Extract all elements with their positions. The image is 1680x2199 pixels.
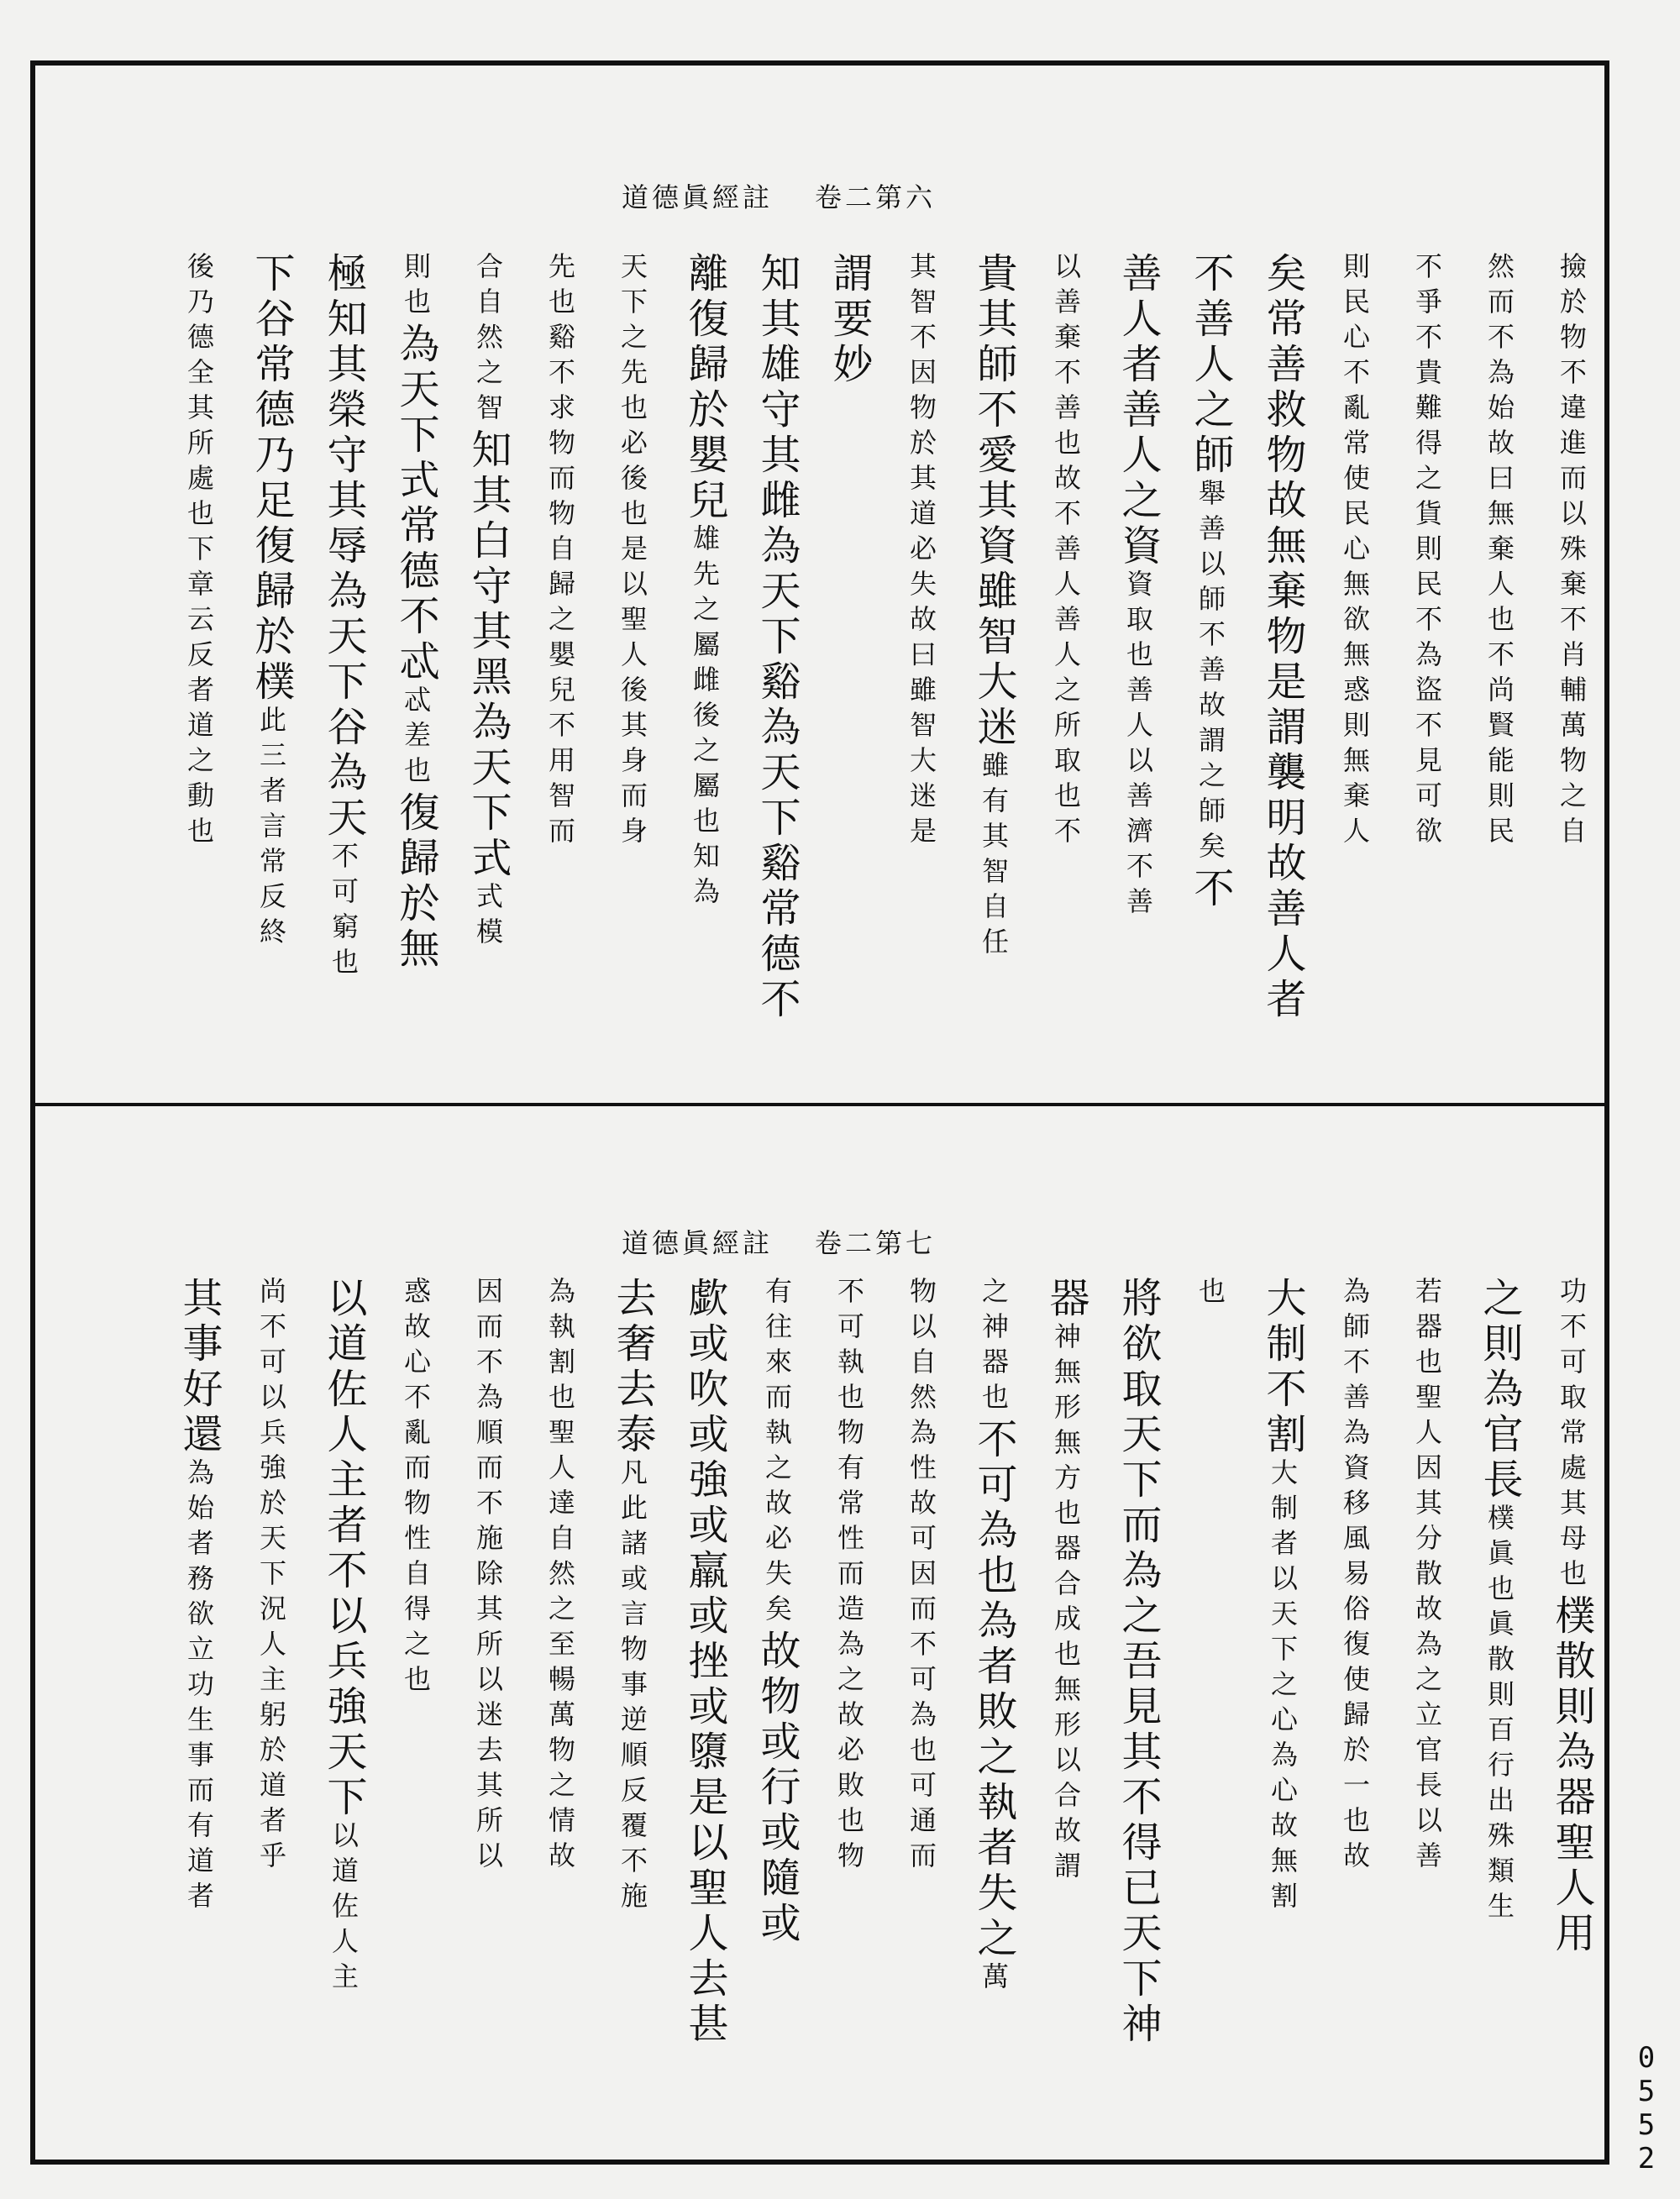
bottom-column-15 [530,1277,591,2133]
column-text: 謂要妙 [826,252,873,388]
bottom-header-title: 道德眞經註 [622,1227,774,1259]
column-main-text: 不 [1187,867,1234,912]
column-main-text: 知其白守其黑為天下式 [465,428,512,882]
column-text: 合自然之智 [472,252,504,428]
column-text: 歔或吹或強或羸或挫或隳是以聖人去甚 [681,1277,728,2048]
column-commentary: 雄先之屬雌後之屬也知為 [689,524,721,912]
column-text: 惑故心不亂而物性自得之也 [400,1277,432,1700]
column-text: 撿於物不違進而以殊棄不肖輔萬物之自 [1556,252,1588,852]
top-column-13 [675,252,735,1058]
column-main-text: 故物或行或隨或 [753,1630,801,1947]
top-column-4 [1325,252,1385,1058]
top-header-volume: 卷二第六 [815,181,937,213]
column-text: 貴其師不愛其資雖智大迷 [970,252,1017,751]
bottom-column-17 [386,1277,446,2133]
column-text: 不可執也物有常性而造為之故必敗也物 [833,1277,865,1876]
column-commentary: 資取也善人以善濟不善 [1122,569,1154,922]
column-text: 不爭不貴難得之貨則民不為盜不見可欲 [1411,252,1443,852]
top-column-10 [891,252,952,1058]
column-text: 先也谿不求物而物自歸之嬰兒不用智而 [544,252,576,852]
column-commentary: 樸眞也眞散則百行出殊類生 [1483,1504,1515,1927]
column-text: 善人者善人之資 [1115,252,1162,569]
column-text: 之神器也 [978,1277,1010,1418]
column-text: 若器也聖人因其分散故為之立官長以善 [1411,1277,1443,1876]
top-column-9 [963,252,1024,1058]
bottom-column-2 [1469,1277,1530,2133]
column-text: 為師不善為資移風易俗復使歸於一也故 [1339,1277,1371,1876]
bottom-column-18 [313,1277,374,2133]
bottom-header-volume: 卷二第七 [815,1227,937,1259]
bottom-column-12 [747,1277,807,2133]
top-column-1 [1541,252,1602,1058]
bottom-column-20 [169,1277,229,2133]
column-text: 則民心不亂常使民心無欲無惑則無棄人 [1339,252,1371,852]
bottom-column-8 [1036,1277,1096,2133]
column-main-text: 樸散則為器聖人用 [1548,1594,1595,1957]
column-main-text: 為天下式常德不忒 [392,323,439,685]
column-text: 尚不可以兵強於天下況人主躬於道者乎 [255,1277,287,1876]
column-text: 以道佐人主者不以兵強天下 [320,1277,367,1821]
column-commentary: 雖有其智自任 [978,751,1010,963]
column-text: 知其雄守其雌為天下谿為天下谿常德不 [753,252,801,1023]
column-text: 功不可取常處其母也 [1556,1277,1588,1594]
column-main-text: 不可為也為者敗之執者失之 [970,1418,1017,1962]
column-text: 大制不割 [1259,1277,1306,1458]
column-text: 器 [1042,1277,1089,1322]
top-column-7 [1108,252,1168,1058]
bottom-column-14 [602,1277,663,2133]
top-column-3 [1397,252,1457,1058]
column-commentary: 不可窮也 [328,842,360,983]
top-column-8 [1036,252,1096,1058]
column-commentary: 神無形無方也器合成也無形以合故謂 [1050,1322,1082,1887]
column-text: 下谷常德乃足復歸於樸 [248,252,295,706]
top-column-2 [1469,252,1530,1058]
top-column-17 [386,252,446,1058]
column-text: 離復歸於嬰兒 [681,252,728,524]
bottom-column-6 [1180,1277,1241,2133]
bottom-column-13 [675,1277,735,2133]
column-commentary: 忒差也 [400,685,432,791]
column-main-text: 復歸於無 [392,791,439,973]
column-commentary: 萬 [978,1962,1010,1997]
top-column-11 [819,252,879,1058]
bottom-running-header [622,1222,936,1261]
column-text: 以善棄不善也故不善人善人之所取也不 [1050,252,1082,852]
bottom-column-3 [1397,1277,1457,2133]
bottom-column-19 [241,1277,302,2133]
top-column-16 [458,252,518,1058]
column-text: 也 [1194,1277,1226,1312]
column-commentary: 凡此諸或言物事逆順反覆不施 [617,1458,648,1917]
column-text: 不善人之師 [1187,252,1234,479]
top-column-5 [1252,252,1313,1058]
column-commentary: 此三者言常反終 [255,706,287,953]
column-text: 其事好還 [176,1277,223,1458]
bottom-column-16 [458,1277,518,2133]
top-column-6 [1180,252,1241,1058]
top-column-14 [602,252,663,1058]
column-text: 去奢去泰 [609,1277,656,1458]
top-column-15 [530,252,591,1058]
column-text: 天下之先也必後也是以聖人後其身而身 [617,252,648,852]
bottom-column-9 [963,1277,1024,2133]
column-commentary: 大制者以天下之心為心故無割 [1267,1458,1299,1917]
column-commentary: 舉善以師不善故謂之師矣 [1194,479,1226,867]
top-running-header [622,176,936,215]
top-column-12 [747,252,807,1058]
page-number: 0552 [1637,2041,1656,2175]
top-column-19 [241,252,302,1058]
column-text: 為執割也聖人達自然之至暢萬物之情故 [544,1277,576,1876]
column-text: 有往來而執之故必失矣 [761,1277,793,1630]
column-commentary: 為始者務欲立功生事而有道者 [183,1458,215,1917]
bottom-column-11 [819,1277,879,2133]
column-text: 則也 [400,252,432,323]
column-text: 之則為官長 [1476,1277,1523,1504]
bottom-column-7 [1108,1277,1168,2133]
bottom-column-10 [891,1277,952,2133]
column-text: 其智不因物於其道必失故曰雖智大迷是 [906,252,937,852]
column-text: 將欲取天下而為之吾見其不得已天下神 [1115,1277,1162,2048]
top-header-title: 道德眞經註 [622,181,774,213]
column-text: 因而不為順而不施除其所以迷去其所以 [472,1277,504,1876]
column-text: 極 [320,252,367,297]
column-main-text: 知其榮守其辱為天下谷為天 [320,297,367,842]
top-column-20 [169,252,229,1058]
page-divider [30,1103,1609,1106]
column-commentary: 式模 [472,882,504,953]
bottom-column-5 [1252,1277,1313,2133]
column-text: 物以自然為性故可因而不可為也可通而 [906,1277,937,1876]
bottom-column-1 [1541,1277,1602,2133]
column-commentary: 以道佐人主 [328,1821,360,1997]
bottom-column-4 [1325,1277,1385,2133]
top-column-18 [313,252,374,1058]
column-text: 矣常善救物故無棄物是謂襲明故善人者 [1259,252,1306,1023]
column-text: 後乃德全其所處也下章云反者道之動也 [183,252,215,852]
column-text: 然而不為始故曰無棄人也不尚賢能則民 [1483,252,1515,852]
